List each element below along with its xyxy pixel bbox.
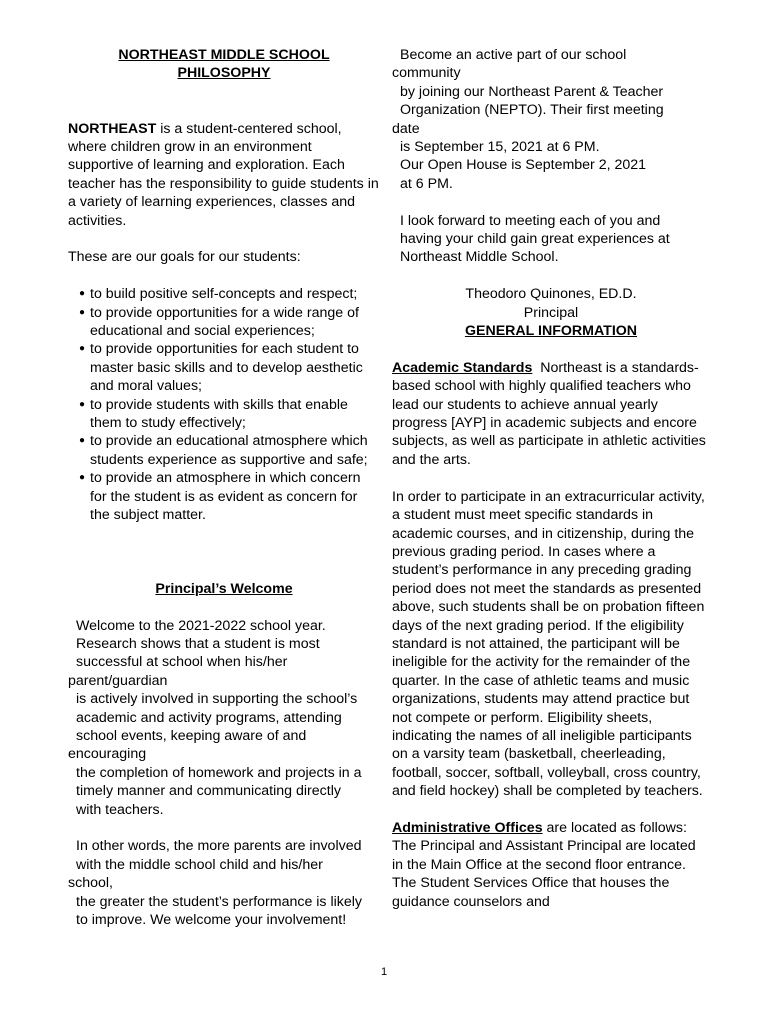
admin-paragraph: [392, 819, 710, 837]
welcome-line: successful at school when his/her: [76, 654, 288, 671]
nepto-line: Become an active part of our school: [400, 47, 627, 63]
goal-item: ● to provide opportunities for each student to master basic skills and to develop aesthetic and moral values;: [68, 340, 380, 395]
eligibility-paragraph: In order to participate in an extracurricular activity, a student must meet specific standards in academic courses, and in citizenship, during the previous grading period. In cases where a student’s performance in any preceding grading period does not meet the standards as presented above, such students shall be on probation fifteen days of the next grading period. If the eligibility standard is not attained, the participant will be ineligible for the activity for the remainder of the quarter. In the case of athletic teams and music organizations, students may attend practice but not compete or perform. Eligibility sheets, indicating the names of all ineligible participants on a varsity team (basketball, cheerleading, football, soccer, softball, volleyball, cross country, and field hockey) shall be completed by teachers.: [392, 488, 705, 800]
welcome-line: Research shows that a student is most: [76, 635, 320, 652]
signature-name: Theodoro Quinones, ED.D.: [465, 286, 637, 303]
welcome-line: encouraging: [68, 746, 147, 763]
admin-intro: are located as follows:: [546, 819, 687, 836]
nepto-line: at 6 PM.: [400, 175, 453, 192]
nepto-line: community: [392, 65, 461, 82]
welcome-line: is actively involved in supporting the school’s: [76, 691, 358, 708]
goal-item: ● to build positive self-concepts and respect;: [68, 285, 380, 303]
welcome-paragraph: [68, 617, 380, 819]
title-line-2: PHILOSOPHY: [177, 65, 271, 82]
closing-line: to improve. We welcome your involvement!: [76, 911, 347, 928]
general-info-title: GENERAL INFORMATION: [464, 323, 638, 340]
goal-item: ● to provide opportunities for a wide range of educational and social experiences;: [68, 304, 380, 341]
forward-line: having your child gain great experiences at: [400, 231, 670, 248]
nepto-line: by joining our Northeast Parent & Teacher: [400, 83, 664, 100]
goals-intro: These are our goals for our students:: [68, 249, 301, 266]
welcome-title: Principal’s Welcome: [155, 580, 293, 597]
nepto-line: Organization (NEPTO). Their first meeting: [400, 102, 664, 119]
page-number: 1: [381, 966, 388, 978]
welcome-line: timely manner and communicating directly: [76, 783, 341, 800]
welcome-line: academic and activity programs, attending: [76, 709, 342, 726]
closing-line: the greater the student’s performance is likely: [76, 893, 363, 910]
admin-heading: Administrative Offices: [392, 819, 543, 836]
nepto-line: Our Open House is September 2, 2021: [400, 157, 647, 174]
nepto-line: is September 15, 2021 at 6 PM.: [400, 139, 600, 156]
closing-line: school,: [68, 875, 113, 892]
nepto-line: date: [392, 120, 420, 137]
title-line-1: NORTHEAST MIDDLE SCHOOL: [118, 47, 330, 63]
academic-text: Northeast is a standards-based school with highly qualified teachers who lead our students to achieve annual yearly progress [AYP] in academic subjects and encore subjects, as well as participate in athletic activities and the arts.: [392, 359, 706, 468]
closing-line: In other words, the more parents are involved: [76, 838, 362, 855]
admin-text: The Principal and Assistant Principal are located in the Main Office at the second floor entrance. The Student Services Office that houses the guidance counselors and: [392, 838, 696, 910]
closing-paragraph: [68, 837, 380, 929]
forward-line: Northeast Middle School.: [400, 249, 559, 266]
left-column: [68, 46, 380, 929]
philosophy-title: [68, 46, 380, 83]
right-column: [392, 46, 710, 911]
welcome-line: the completion of homework and projects in a: [76, 764, 362, 781]
welcome-line: parent/guardian: [68, 672, 168, 689]
closing-line: with the middle school child and his/her: [76, 856, 323, 873]
welcome-line: with teachers.: [76, 801, 164, 818]
forward-line: I look forward to meeting each of you and: [400, 212, 661, 229]
school-name-bold: NORTHEAST: [68, 120, 157, 137]
signature-title: Principal: [523, 304, 579, 321]
welcome-line: Welcome to the 2021-2022 school year.: [76, 617, 326, 634]
goal-item: ● to provide students with skills that enable them to study effectively;: [68, 396, 380, 433]
goals-list: [68, 285, 380, 524]
academic-heading: Academic Standards: [392, 359, 533, 376]
goal-item: ● to provide an atmosphere in which concern for the student is as evident as concern for the subject matter.: [68, 469, 380, 524]
forward-paragraph: [392, 212, 710, 267]
intro-paragraph: [68, 120, 380, 230]
intro-text: is a student-centered school, where children grow in an environment supportive of learning and exploration. Each teacher has the responsibility to guide students in a variety of learning experiences, classes and activities.: [68, 120, 379, 229]
goal-item: ● to provide an educational atmosphere which students experience as supportive and safe;: [68, 432, 380, 469]
academic-paragraph: [392, 359, 710, 469]
nepto-paragraph: [392, 46, 710, 193]
welcome-line: school events, keeping aware of and: [76, 727, 307, 744]
